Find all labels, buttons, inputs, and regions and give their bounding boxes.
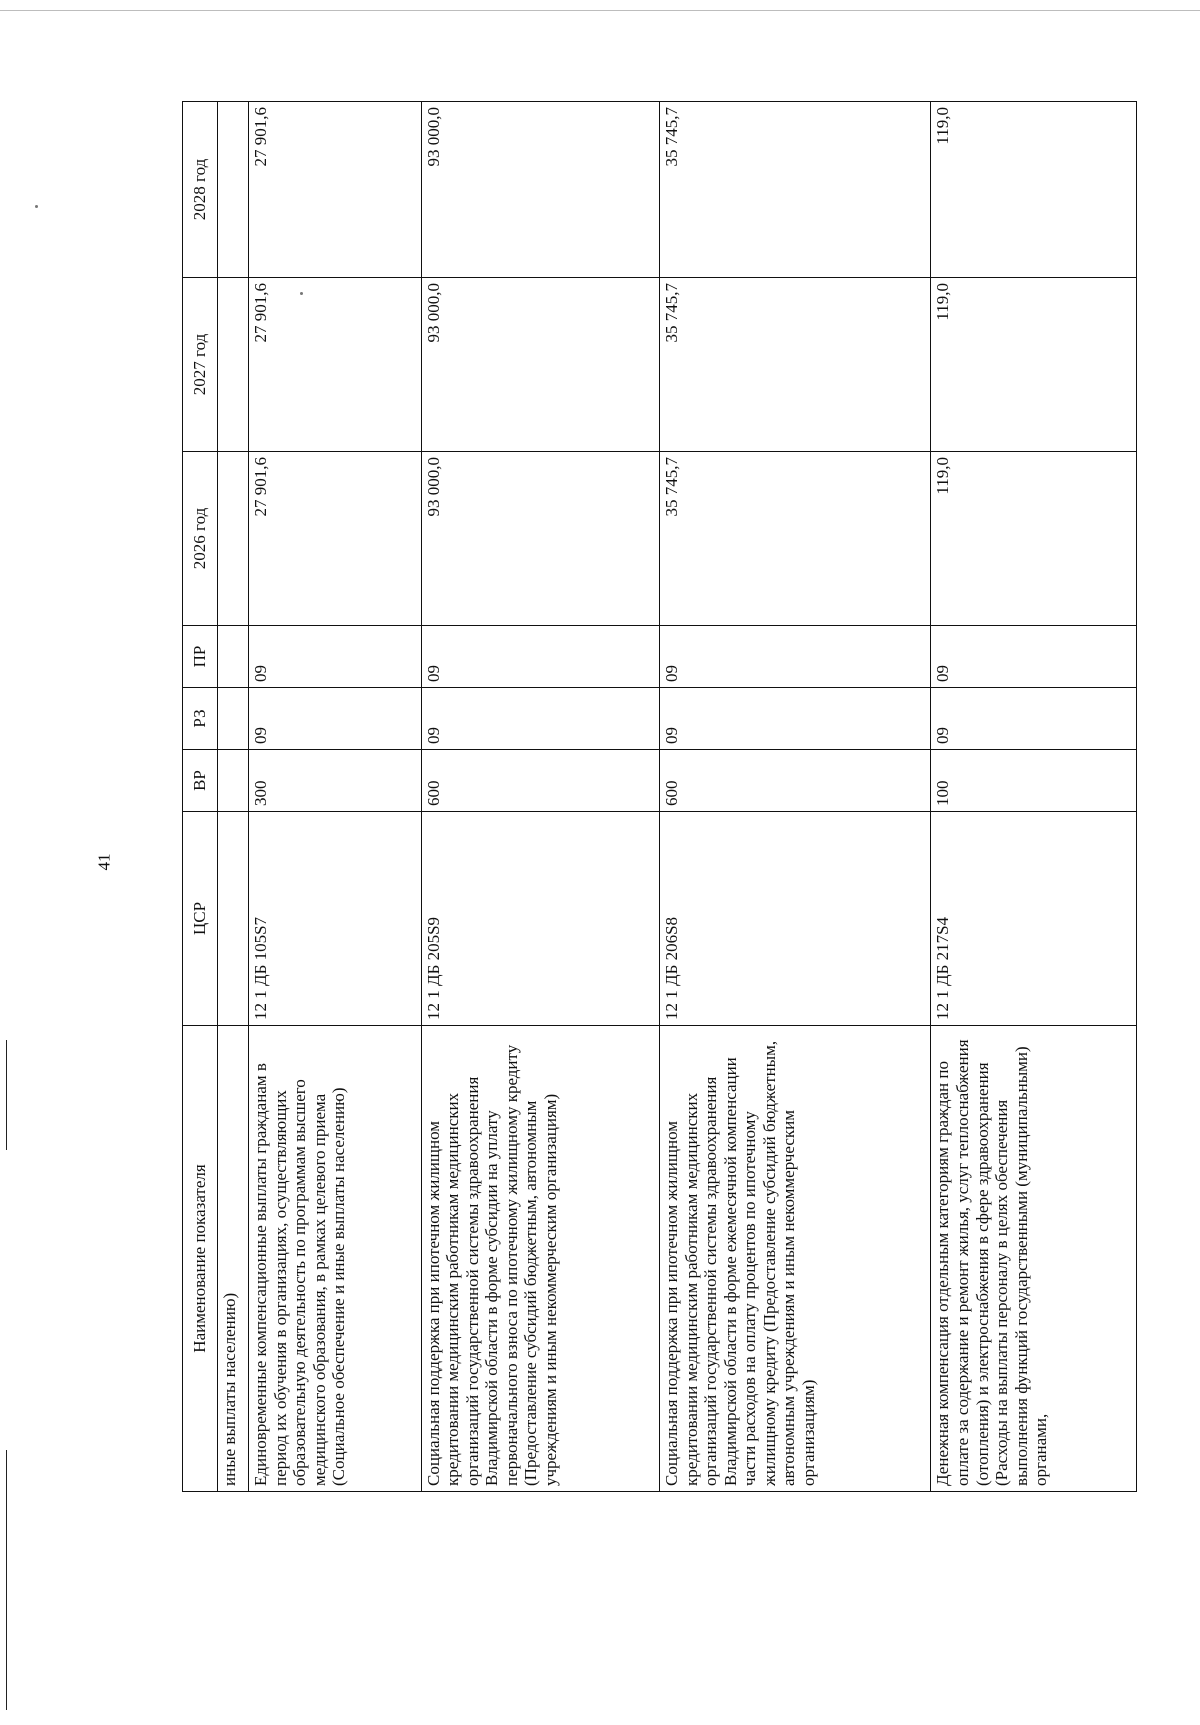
row-pr: 09 xyxy=(931,626,1137,688)
row-csr: 12 1 ДБ 105S7 xyxy=(249,812,422,1026)
row-csr: 12 1 ДБ 206S8 xyxy=(660,812,931,1026)
table-cell xyxy=(218,102,249,278)
table-row xyxy=(421,102,659,1492)
page-number: 41 xyxy=(94,853,114,871)
row-vr: 600 xyxy=(660,750,931,812)
row-name: Единовременные компенсационные выплаты гражданам в период их обучения в организациях, осуществляющих образовательную деятельность по программам высшего медицинского образования, в рамках целевого приема (Социальное обеспечение и иные выплаты населению) xyxy=(249,1026,422,1492)
continuation-text: иные выплаты населению) xyxy=(218,1026,249,1492)
header-vr: ВР xyxy=(183,750,218,812)
header-csr: ЦСР xyxy=(183,812,218,1026)
header-2028: 2028 год xyxy=(183,102,218,278)
row-2027: 27 901,6 xyxy=(249,278,422,452)
budget-table xyxy=(182,101,1137,1492)
row-2026: 27 901,6 xyxy=(249,452,422,626)
row-pr: 09 xyxy=(660,626,931,688)
row-rz: 09 xyxy=(421,688,659,750)
row-name: Денежная компенсация отдельным категориям граждан по оплате за содержание и ремонт жилья, услуг теплоснабжения (отопления) и электроснабжения в сфере здравоохранения (Расходы на выплаты персоналу в целях обеспечения выполнения функций государственными (муниципальными) органами, xyxy=(931,1026,1137,1492)
row-2028: 119,0 xyxy=(931,102,1137,278)
row-vr: 600 xyxy=(421,750,659,812)
table-header-row xyxy=(183,102,218,1492)
row-vr: 300 xyxy=(249,750,422,812)
scan-edge-mark xyxy=(6,1040,7,1150)
row-rz: 09 xyxy=(931,688,1137,750)
header-rz: РЗ xyxy=(183,688,218,750)
row-pr: 09 xyxy=(249,626,422,688)
scan-speck xyxy=(35,205,38,208)
table-cell xyxy=(218,278,249,452)
row-name: Социальная поддержка при ипотечном жилищном кредитовании медицинским работникам медицинских организаций государственной системы здравоохранения Владимирской области в форме субсидии на уплату первоначального взноса по ипотечному жилищному кредиту (Предоставление субсидий бюджетным, автономным учреждениям и иным некоммерческим организациям) xyxy=(421,1026,659,1492)
row-2027: 119,0 xyxy=(931,278,1137,452)
row-rz: 09 xyxy=(660,688,931,750)
header-pr: ПР xyxy=(183,626,218,688)
row-csr: 12 1 ДБ 205S9 xyxy=(421,812,659,1026)
table-cell xyxy=(218,812,249,1026)
table-cell xyxy=(218,452,249,626)
rotated-table-content xyxy=(182,102,1137,1492)
table-cell xyxy=(218,688,249,750)
row-2028: 35 745,7 xyxy=(660,102,931,278)
row-2027: 93 000,0 xyxy=(421,278,659,452)
row-2028: 93 000,0 xyxy=(421,102,659,278)
scan-edge-mark xyxy=(6,1450,7,1710)
header-2026: 2026 год xyxy=(183,452,218,626)
row-2026: 93 000,0 xyxy=(421,452,659,626)
table-row xyxy=(660,102,931,1492)
row-pr: 09 xyxy=(421,626,659,688)
table-row xyxy=(931,102,1137,1492)
row-vr: 100 xyxy=(931,750,1137,812)
row-2026: 119,0 xyxy=(931,452,1137,626)
row-2026: 35 745,7 xyxy=(660,452,931,626)
row-name: Социальная поддержка при ипотечном жилищном кредитовании медицинским работникам медицинских организаций государственной системы здравоохранения Владимирской области в форме ежемесячной компенсации части расходов на оплату процентов по ипотечному жилищному кредиту (Предоставление субсидий бюджетным, автономным учреждениям и иным некоммерческим организациям) xyxy=(660,1026,931,1492)
table-cell xyxy=(218,626,249,688)
table-row xyxy=(249,102,422,1492)
rotated-table-frame xyxy=(182,102,1200,1486)
table-row-continuation xyxy=(218,102,249,1492)
header-2027: 2027 год xyxy=(183,278,218,452)
scan-edge-line xyxy=(0,10,1200,11)
row-2028: 27 901,6 xyxy=(249,102,422,278)
row-rz: 09 xyxy=(249,688,422,750)
row-csr: 12 1 ДБ 217S4 xyxy=(931,812,1137,1026)
header-name: Наименование показателя xyxy=(183,1026,218,1492)
row-2027: 35 745,7 xyxy=(660,278,931,452)
table-cell xyxy=(218,750,249,812)
